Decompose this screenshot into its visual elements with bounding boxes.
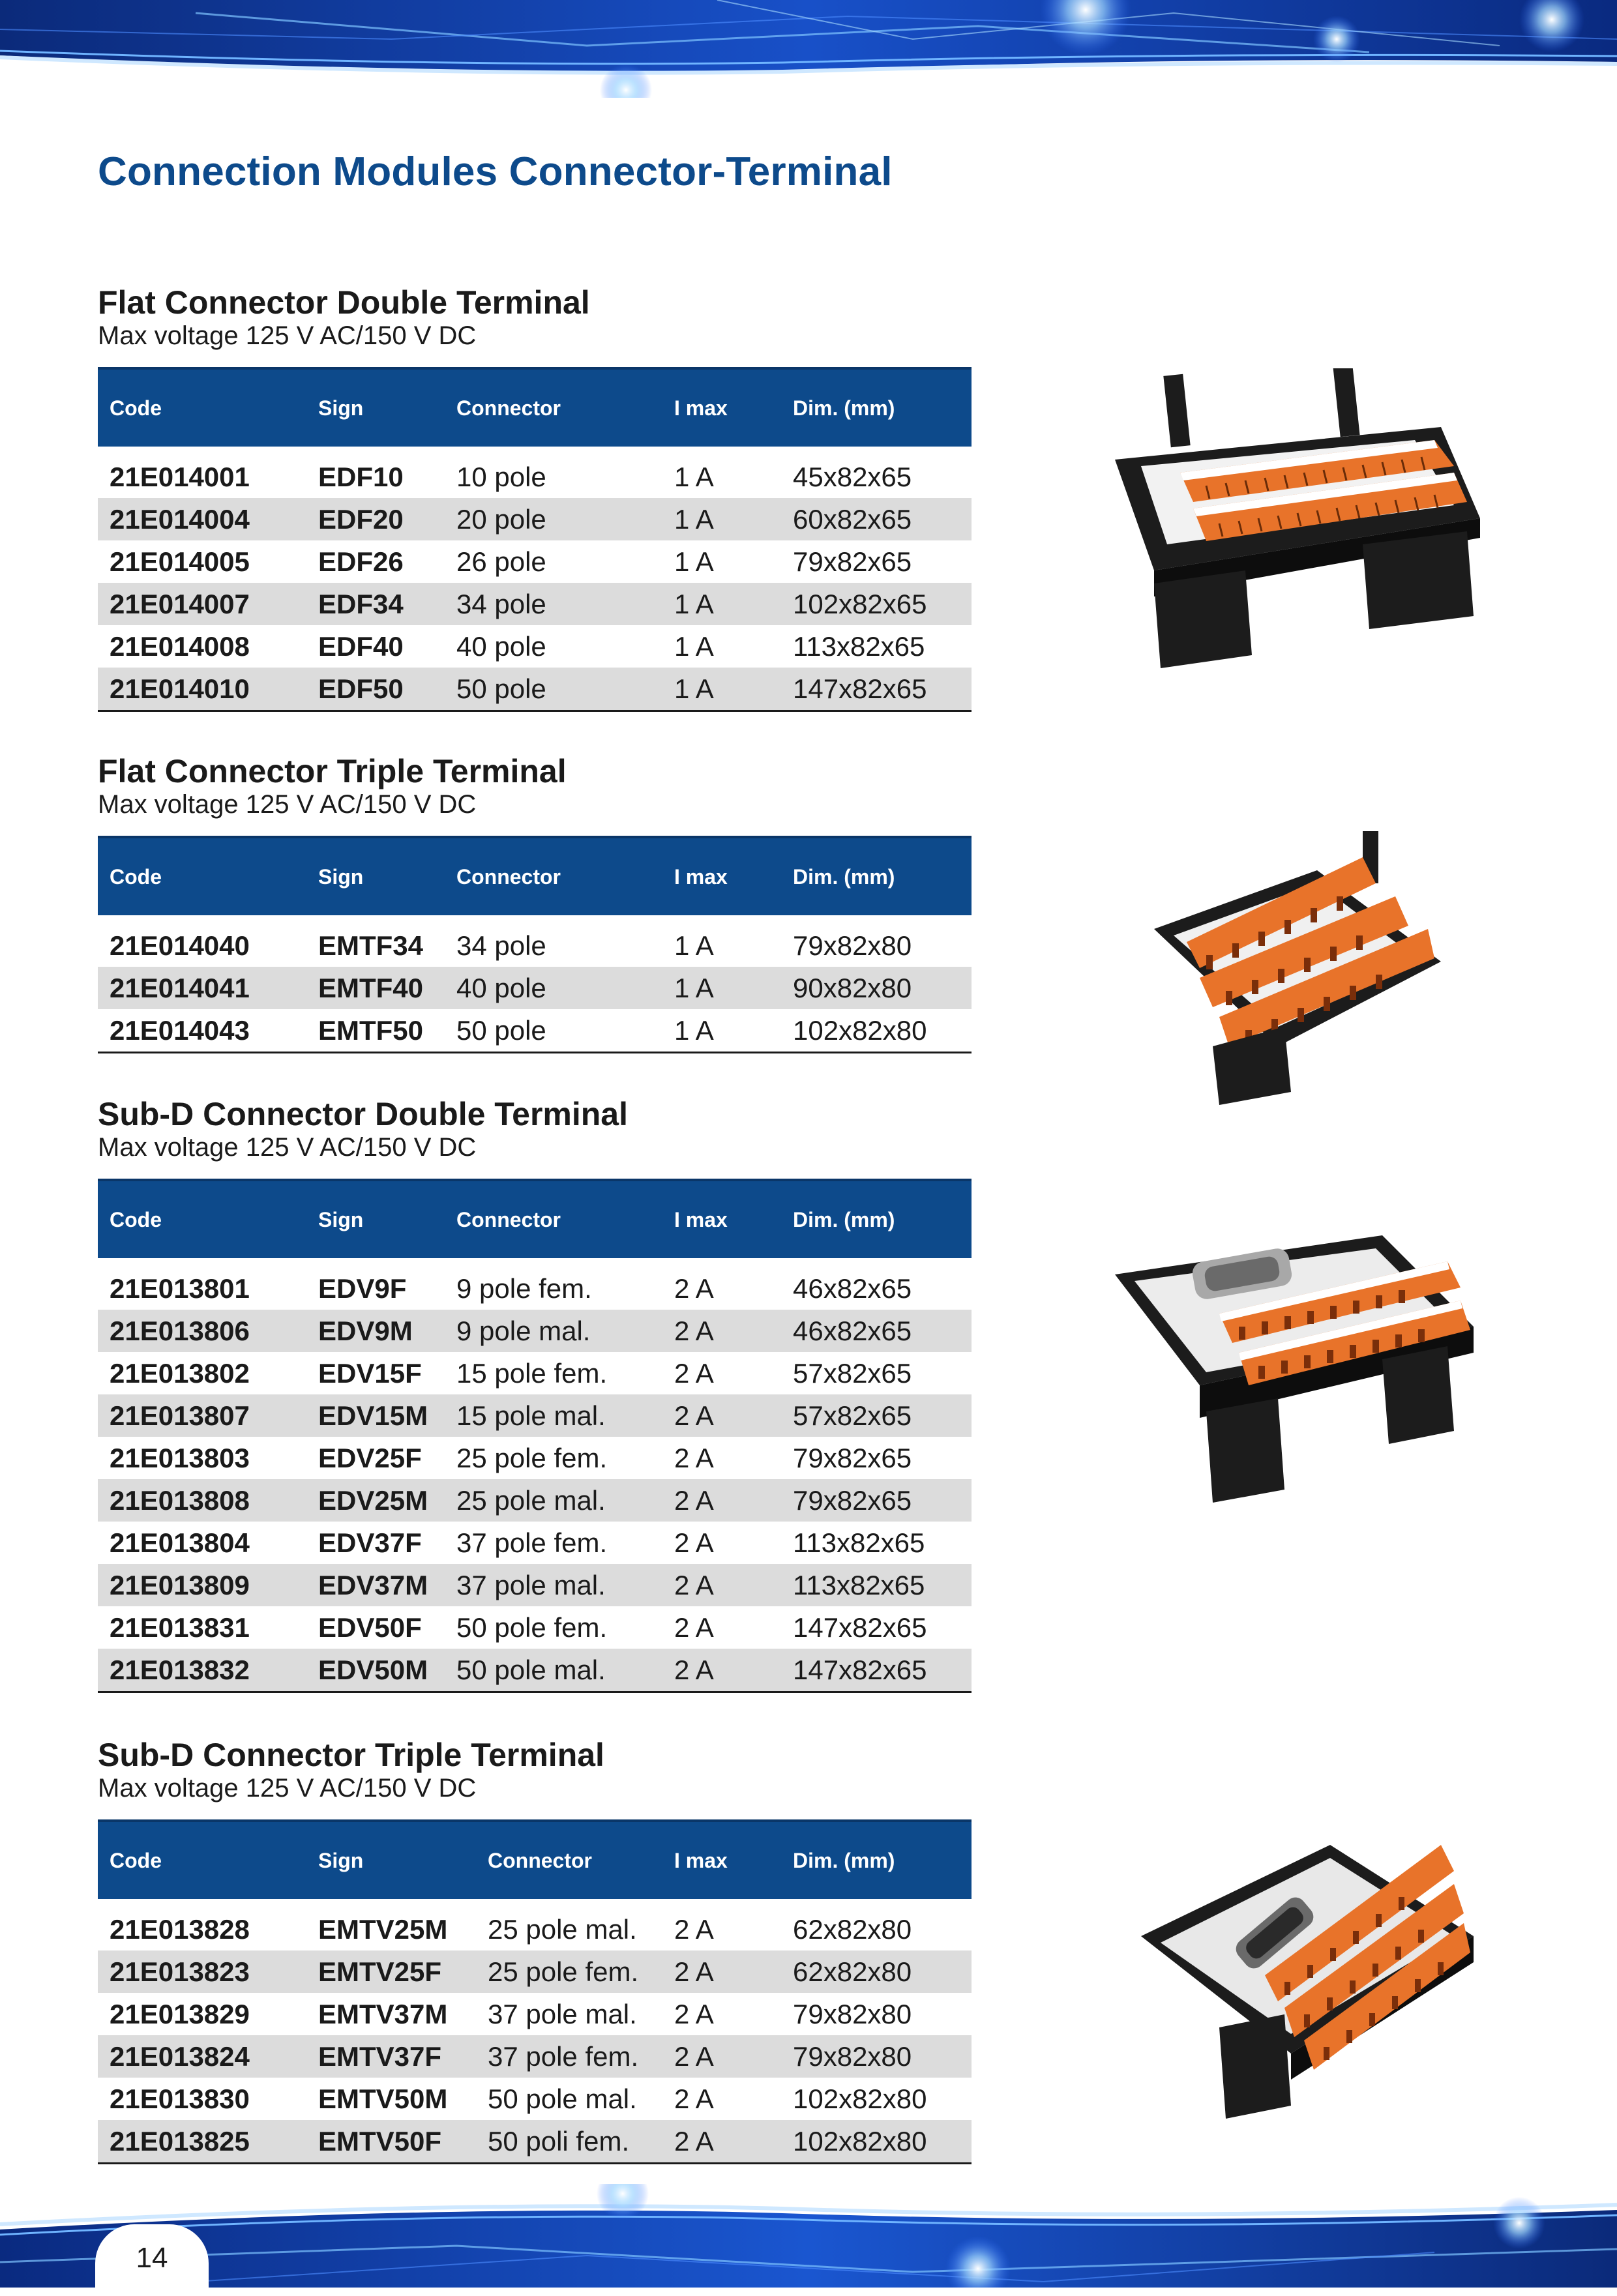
cell-code: 21E013825 <box>98 2120 306 2164</box>
cell-dim: 113x82x65 <box>781 1522 972 1564</box>
section-flat-double <box>98 284 972 712</box>
table-spacer-cell <box>98 1258 972 1267</box>
cell-imax: 2 A <box>662 1352 781 1394</box>
col-header: Code <box>98 368 306 447</box>
col-header: Dim. (mm) <box>781 1821 972 1899</box>
table-spacer-cell <box>98 1899 972 1908</box>
section-subd-double <box>98 1095 972 1693</box>
cell-dim: 147x82x65 <box>781 1649 972 1692</box>
cell-connector: 50 pole mal. <box>445 1649 662 1692</box>
table-row <box>98 1479 972 1522</box>
cell-sign: EMTV25F <box>306 1950 476 1993</box>
table-header-row <box>98 368 972 447</box>
table-row <box>98 583 972 625</box>
cell-sign: EMTF40 <box>306 967 445 1009</box>
cell-code: 21E013831 <box>98 1606 306 1649</box>
col-header: Code <box>98 837 306 915</box>
cell-sign: EDV9F <box>306 1267 445 1310</box>
cell-imax: 2 A <box>662 2035 781 2078</box>
cell-dim: 102x82x65 <box>781 583 972 625</box>
cell-connector: 40 pole <box>445 967 662 1009</box>
cell-sign: EDF40 <box>306 625 445 668</box>
cell-dim: 79x82x80 <box>781 2035 972 2078</box>
spec-table <box>98 1179 972 1693</box>
col-header: Sign <box>306 837 445 915</box>
cell-sign: EDV25M <box>306 1479 445 1522</box>
table-row <box>98 1950 972 1993</box>
cell-sign: EDV9M <box>306 1310 445 1352</box>
col-header: Code <box>98 1180 306 1258</box>
cell-connector: 37 pole fem. <box>476 2035 662 2078</box>
cell-dim: 147x82x65 <box>781 1606 972 1649</box>
section-flat-triple <box>98 752 972 1053</box>
cell-connector: 34 pole <box>445 583 662 625</box>
cell-connector: 50 pole fem. <box>445 1606 662 1649</box>
table-row <box>98 540 972 583</box>
cell-imax: 2 A <box>662 1950 781 1993</box>
cell-sign: EDV50M <box>306 1649 445 1692</box>
footer-banner <box>0 2184 1617 2288</box>
table-row <box>98 456 972 498</box>
table-spacer <box>98 1258 972 1267</box>
col-header: Sign <box>306 1180 445 1258</box>
cell-imax: 2 A <box>662 1479 781 1522</box>
table-spacer <box>98 447 972 456</box>
cell-sign: EMTV50M <box>306 2078 476 2120</box>
product-image-flat-double <box>1102 368 1487 668</box>
cell-connector: 9 pole fem. <box>445 1267 662 1310</box>
table-row <box>98 1606 972 1649</box>
table-row <box>98 1993 972 2035</box>
cell-connector: 37 pole mal. <box>445 1564 662 1606</box>
cell-imax: 2 A <box>662 1437 781 1479</box>
product-image-flat-triple <box>1148 831 1447 1105</box>
cell-connector: 37 pole mal. <box>476 1993 662 2035</box>
product-image-subd-double <box>1108 1216 1480 1516</box>
cell-sign: EDV25F <box>306 1437 445 1479</box>
cell-code: 21E013802 <box>98 1352 306 1394</box>
cell-code: 21E013829 <box>98 1993 306 2035</box>
cell-code: 21E014004 <box>98 498 306 540</box>
cell-imax: 1 A <box>662 456 781 498</box>
table-row <box>98 2120 972 2164</box>
col-header: I max <box>662 1180 781 1258</box>
cell-imax: 2 A <box>662 1908 781 1950</box>
product-image-subd-triple <box>1135 1832 1480 2145</box>
section-title: Sub-D Connector Triple Terminal <box>98 1737 604 1773</box>
cell-connector: 20 pole <box>445 498 662 540</box>
cell-connector: 15 pole fem. <box>445 1352 662 1394</box>
cell-code: 21E013832 <box>98 1649 306 1692</box>
table-row <box>98 924 972 967</box>
cell-connector: 50 poli fem. <box>476 2120 662 2164</box>
table-row <box>98 1437 972 1479</box>
table-row <box>98 668 972 711</box>
cell-imax: 1 A <box>662 625 781 668</box>
cell-sign: EMTF34 <box>306 924 445 967</box>
cell-imax: 1 A <box>662 540 781 583</box>
cell-dim: 147x82x65 <box>781 668 972 711</box>
cell-connector: 50 pole <box>445 1009 662 1053</box>
table-spacer-cell <box>98 915 972 924</box>
col-header: Sign <box>306 368 445 447</box>
cell-connector: 50 pole mal. <box>476 2078 662 2120</box>
table-row <box>98 1267 972 1310</box>
cell-connector: 25 pole mal. <box>445 1479 662 1522</box>
table-row <box>98 1310 972 1352</box>
cell-sign: EDF34 <box>306 583 445 625</box>
cell-dim: 90x82x80 <box>781 967 972 1009</box>
cell-sign: EDF10 <box>306 456 445 498</box>
cell-imax: 2 A <box>662 1522 781 1564</box>
page-title: Connection Modules Connector-Terminal <box>98 149 893 194</box>
cell-imax: 1 A <box>662 1009 781 1053</box>
table-row <box>98 1522 972 1564</box>
section-subtitle: Max voltage 125 V AC/150 V DC <box>98 790 477 819</box>
cell-connector: 26 pole <box>445 540 662 583</box>
table-row <box>98 1352 972 1394</box>
cell-connector: 34 pole <box>445 924 662 967</box>
page-number: 14 <box>95 2224 209 2296</box>
spec-table <box>98 1819 972 2164</box>
spec-table <box>98 836 972 1053</box>
cell-dim: 102x82x80 <box>781 2120 972 2164</box>
cell-code: 21E014010 <box>98 668 306 711</box>
cell-code: 21E013809 <box>98 1564 306 1606</box>
table-header-row <box>98 837 972 915</box>
cell-sign: EDF20 <box>306 498 445 540</box>
cell-imax: 2 A <box>662 1606 781 1649</box>
cell-dim: 79x82x65 <box>781 540 972 583</box>
cell-dim: 46x82x65 <box>781 1267 972 1310</box>
cell-connector: 9 pole mal. <box>445 1310 662 1352</box>
cell-dim: 79x82x80 <box>781 1993 972 2035</box>
cell-imax: 2 A <box>662 2078 781 2120</box>
section-title: Sub-D Connector Double Terminal <box>98 1096 628 1132</box>
col-header: I max <box>662 837 781 915</box>
cell-imax: 1 A <box>662 498 781 540</box>
section-subtitle: Max voltage 125 V AC/150 V DC <box>98 1133 477 1162</box>
cell-imax: 2 A <box>662 1310 781 1352</box>
cell-dim: 57x82x65 <box>781 1352 972 1394</box>
cell-connector: 25 pole fem. <box>476 1950 662 1993</box>
section-subd-triple <box>98 1736 972 2164</box>
table-row <box>98 967 972 1009</box>
table-row <box>98 2078 972 2120</box>
cell-code: 21E013824 <box>98 2035 306 2078</box>
cell-code: 21E014043 <box>98 1009 306 1053</box>
col-header: Connector <box>445 837 662 915</box>
cell-code: 21E013823 <box>98 1950 306 1993</box>
cell-dim: 79x82x65 <box>781 1437 972 1479</box>
cell-imax: 2 A <box>662 2120 781 2164</box>
cell-sign: EMTF50 <box>306 1009 445 1053</box>
table-row <box>98 1649 972 1692</box>
col-header: I max <box>662 368 781 447</box>
table-header-row <box>98 1821 972 1899</box>
cell-dim: 113x82x65 <box>781 625 972 668</box>
cell-connector: 50 pole <box>445 668 662 711</box>
spec-table <box>98 367 972 712</box>
col-header: Connector <box>445 1180 662 1258</box>
cell-code: 21E014007 <box>98 583 306 625</box>
cell-code: 21E013828 <box>98 1908 306 1950</box>
cell-dim: 62x82x80 <box>781 1950 972 1993</box>
table-row <box>98 1009 972 1053</box>
cell-sign: EDV15M <box>306 1394 445 1437</box>
cell-dim: 57x82x65 <box>781 1394 972 1437</box>
cell-imax: 2 A <box>662 1993 781 2035</box>
cell-dim: 46x82x65 <box>781 1310 972 1352</box>
cell-sign: EMTV25M <box>306 1908 476 1950</box>
table-row <box>98 1394 972 1437</box>
cell-sign: EDF26 <box>306 540 445 583</box>
table-row <box>98 1908 972 1950</box>
cell-connector: 25 pole fem. <box>445 1437 662 1479</box>
cell-dim: 113x82x65 <box>781 1564 972 1606</box>
cell-connector: 37 pole fem. <box>445 1522 662 1564</box>
table-row <box>98 498 972 540</box>
col-header: Connector <box>445 368 662 447</box>
table-row <box>98 2035 972 2078</box>
cell-imax: 1 A <box>662 583 781 625</box>
cell-connector: 10 pole <box>445 456 662 498</box>
col-header: Dim. (mm) <box>781 837 972 915</box>
cell-code: 21E014001 <box>98 456 306 498</box>
cell-code: 21E013806 <box>98 1310 306 1352</box>
cell-sign: EMTV50F <box>306 2120 476 2164</box>
cell-code: 21E013801 <box>98 1267 306 1310</box>
section-title: Flat Connector Triple Terminal <box>98 753 567 789</box>
cell-code: 21E014041 <box>98 967 306 1009</box>
cell-dim: 45x82x65 <box>781 456 972 498</box>
cell-imax: 1 A <box>662 967 781 1009</box>
cell-code: 21E014005 <box>98 540 306 583</box>
cell-code: 21E014040 <box>98 924 306 967</box>
cell-dim: 102x82x80 <box>781 1009 972 1053</box>
cell-dim: 102x82x80 <box>781 2078 972 2120</box>
cell-imax: 2 A <box>662 1267 781 1310</box>
cell-code: 21E013803 <box>98 1437 306 1479</box>
section-title: Flat Connector Double Terminal <box>98 284 590 321</box>
table-row <box>98 625 972 668</box>
col-header: Code <box>98 1821 306 1899</box>
col-header: Dim. (mm) <box>781 368 972 447</box>
cell-code: 21E013808 <box>98 1479 306 1522</box>
table-spacer <box>98 915 972 924</box>
section-subtitle: Max voltage 125 V AC/150 V DC <box>98 1774 477 1803</box>
cell-connector: 40 pole <box>445 625 662 668</box>
cell-dim: 62x82x80 <box>781 1908 972 1950</box>
cell-sign: EMTV37M <box>306 1993 476 2035</box>
cell-sign: EDF50 <box>306 668 445 711</box>
cell-sign: EDV37M <box>306 1564 445 1606</box>
cell-sign: EDV50F <box>306 1606 445 1649</box>
col-header: Connector <box>476 1821 662 1899</box>
table-spacer <box>98 1899 972 1908</box>
cell-imax: 2 A <box>662 1649 781 1692</box>
header-banner <box>0 0 1617 98</box>
table-spacer-cell <box>98 447 972 456</box>
cell-dim: 79x82x80 <box>781 924 972 967</box>
cell-connector: 25 pole mal. <box>476 1908 662 1950</box>
cell-sign: EDV37F <box>306 1522 445 1564</box>
cell-code: 21E013804 <box>98 1522 306 1564</box>
section-subtitle: Max voltage 125 V AC/150 V DC <box>98 321 477 350</box>
col-header: Dim. (mm) <box>781 1180 972 1258</box>
table-row <box>98 1564 972 1606</box>
cell-dim: 79x82x65 <box>781 1479 972 1522</box>
cell-imax: 1 A <box>662 924 781 967</box>
cell-code: 21E014008 <box>98 625 306 668</box>
cell-sign: EDV15F <box>306 1352 445 1394</box>
cell-code: 21E013807 <box>98 1394 306 1437</box>
cell-imax: 2 A <box>662 1394 781 1437</box>
cell-dim: 60x82x65 <box>781 498 972 540</box>
cell-imax: 1 A <box>662 668 781 711</box>
col-header: Sign <box>306 1821 476 1899</box>
cell-code: 21E013830 <box>98 2078 306 2120</box>
table-header-row <box>98 1180 972 1258</box>
col-header: I max <box>662 1821 781 1899</box>
cell-connector: 15 pole mal. <box>445 1394 662 1437</box>
cell-imax: 2 A <box>662 1564 781 1606</box>
cell-sign: EMTV37F <box>306 2035 476 2078</box>
